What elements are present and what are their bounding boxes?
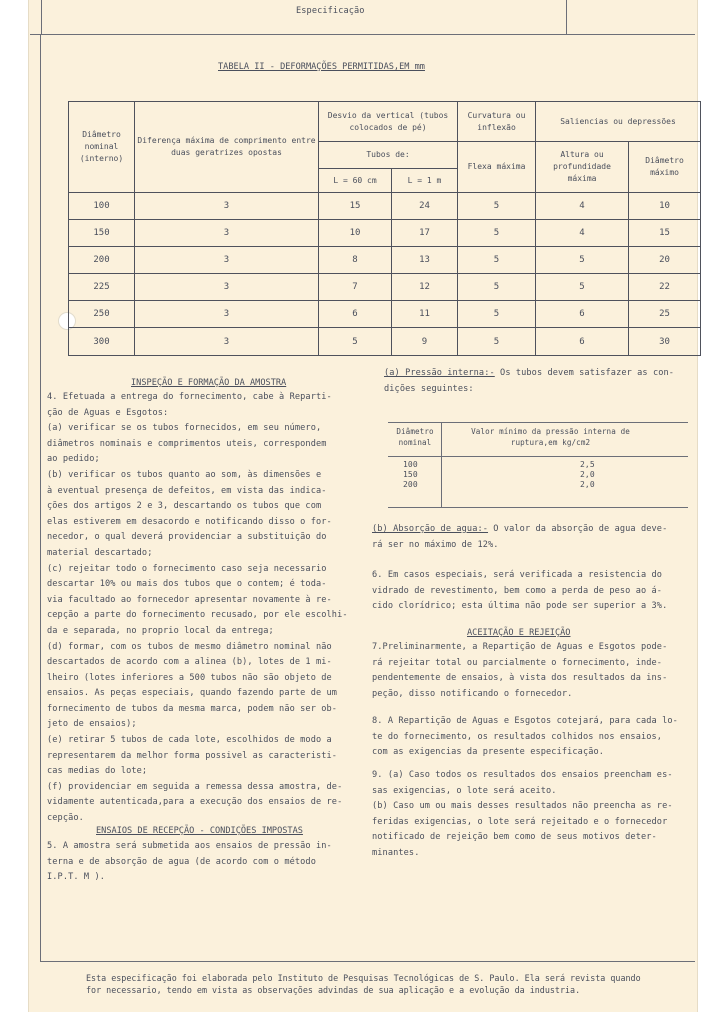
- header-label: Especificação: [296, 6, 365, 16]
- footer-note: Esta especificação foi elaborada pelo Instituto de Pesquisas Tecnológicas de S. Paulo. Ela será revista quando for necessario, tendo em vista as observações advindas de sua aplicação e a evolução da industria.: [86, 973, 641, 995]
- heading-ensaios: ENSAIOS DE RECEPÇÃO - CONDIÇÕES IMPOSTAS: [96, 826, 303, 836]
- table2-title: TABELA II - DEFORMAÇÕES PERMITIDAS,EM mm: [218, 62, 425, 72]
- th-saliencias: Saliencias ou depressões: [536, 102, 701, 142]
- th-curvatura: Curvatura ou inflexão: [458, 102, 536, 142]
- item-b-absorcao: (b) Absorção de agua:- O valor da absorção de agua deve- rá ser no máximo de 12%.: [372, 524, 668, 550]
- th-flexa: Flexa máxima: [458, 142, 536, 193]
- table-row: 300 3 5 9 5 6 30: [69, 328, 701, 356]
- margin-line: [40, 34, 41, 961]
- header-divider-right: [566, 0, 567, 34]
- th-diametro: Diâmetro nominal (interno): [69, 102, 135, 193]
- heading-inspecao: INSPEÇÃO E FORMAÇÃO DA AMOSTRA: [131, 378, 287, 388]
- deformations-table: [68, 101, 701, 356]
- table-row: 225 3 7 12 5 5 22: [69, 274, 701, 301]
- heading-aceitacao: ACEITAÇÃO E REJEIÇÃO: [467, 628, 571, 638]
- th-altura: Altura ou profundidade máxima: [536, 142, 629, 193]
- t3-divider: [441, 422, 442, 507]
- t3-head-diametro: Diâmetro nominal: [396, 427, 434, 447]
- footer-rule: [40, 961, 695, 962]
- t3-rule-mid: [388, 456, 688, 457]
- th-tubos-de: Tubos de:: [319, 142, 458, 169]
- item-8: 8. A Repartição de Aguas e Esgotos cotejará, para cada lo- te do fornecimento, os resultados colhidos nos ensaios, com as exigencias da presente especificação.: [372, 716, 678, 758]
- t3-rule-top: [388, 422, 688, 423]
- item-a-pressao: (a) Pressão interna:- Os tubos devem satisfazer as con- dições seguintes:: [384, 368, 675, 394]
- left-text-block-2: 5. A amostra será submetida aos ensaios de pressão in- terna e de absorção de agua (de acordo com o método I.P.T. M ).: [47, 841, 332, 883]
- table-row: 150 3 10 17 5 4 15: [69, 220, 701, 247]
- t3-head-valor: Valor mínimo da pressão interna de ruptura,em kg/cm2: [471, 427, 630, 447]
- table-row: 200 3 8 13 5 5 20: [69, 247, 701, 274]
- header-rule: [30, 34, 695, 35]
- th-desvio: Desvio da vertical (tubos colocados de pé): [319, 102, 458, 142]
- t3-diametros: 100 150 200: [403, 460, 418, 489]
- th-diam-max: Diâmetro máximo: [629, 142, 701, 193]
- th-l60: L = 60 cm: [319, 169, 392, 193]
- th-diferenca: Diferença máxima de comprimento entre duas geratrizes opostas: [135, 102, 319, 193]
- item-7: 7.Preliminarmente, a Repartição de Aguas e Esgotos pode- rá rejeitar total ou parcialmente o fornecimento, inde- pendentemente de ensaios, à vista dos resultados da ins- peção, disso notificando o fornecedor.: [372, 642, 668, 699]
- t3-valores: 2,5 2,0 2,0: [580, 460, 595, 489]
- table-row: 100 3 15 24 5 4 10: [69, 193, 701, 220]
- t3-rule-bottom: [388, 507, 688, 508]
- item-9: 9. (a) Caso todos os resultados dos ensaios preencham es- sas exigencias, o lote será aceito. (b) Caso um ou mais desses resultados não preencha as re- feridas exigencias, o lote será rejeitado e o fornecedor notificado de rejeição bem como de seus motivos deter- minantes.: [372, 770, 673, 858]
- table-row: 250 3 6 11 5 6 25: [69, 301, 701, 328]
- left-text-block-1: 4. Efetuada a entrega do fornecimento, cabe à Reparti- ção de Aguas e Esgotos: (a) verificar se os tubos fornecidos, em seu número, diâmetros nominais e comprimentos uteis, correspondem ao pedido; (b) verificar os tubos quanto ao som, às dimensões e à eventual presença de defeitos, em vista das indica- ções dos artigos 2 e 3, descartando os tubos que com elas estiverem em desacordo e notificando disso o for- necedor, o qual deverá providenciar a substituição do material descartado; (c) rejeitar todo o fornecimento caso seja necessario descartar 10% ou mais dos tubos que o contem; é toda- via facultado ao fornecedor apresentar novamente à re- cepção a parte do fornecimento recusado, por ele escolhi- da e separada, no proprio local da entrega; (d) formar, com os tubos de mesmo diâmetro nominal não descartados de acordo com a alinea (b), lotes de 1 mi- lheiro (lotes inferiores a 500 tubos não são objeto de ensaios. As peças especiais, quando fazendo parte de um fornecimento de tubos da mesma marca, podem não ser ob- jeto de ensaios); (e) retirar 5 tubos de cada lote, escolhidos de modo a representarem da melhor forma possivel as caracteristi- cas medias do lote; (f) providenciar em seguida a remessa dessa amostra, de- vidamente autenticada,para a execução dos ensaios de re- cepção.: [47, 392, 348, 824]
- header-divider-left: [41, 0, 42, 34]
- item-6: 6. Em casos especiais, será verificada a resistencia do vidrado de revestimento, bem como a perda de peso ao á- cido clorídrico; esta última não pode ser superior a 3%.: [372, 570, 668, 612]
- th-l1: L = 1 m: [392, 169, 458, 193]
